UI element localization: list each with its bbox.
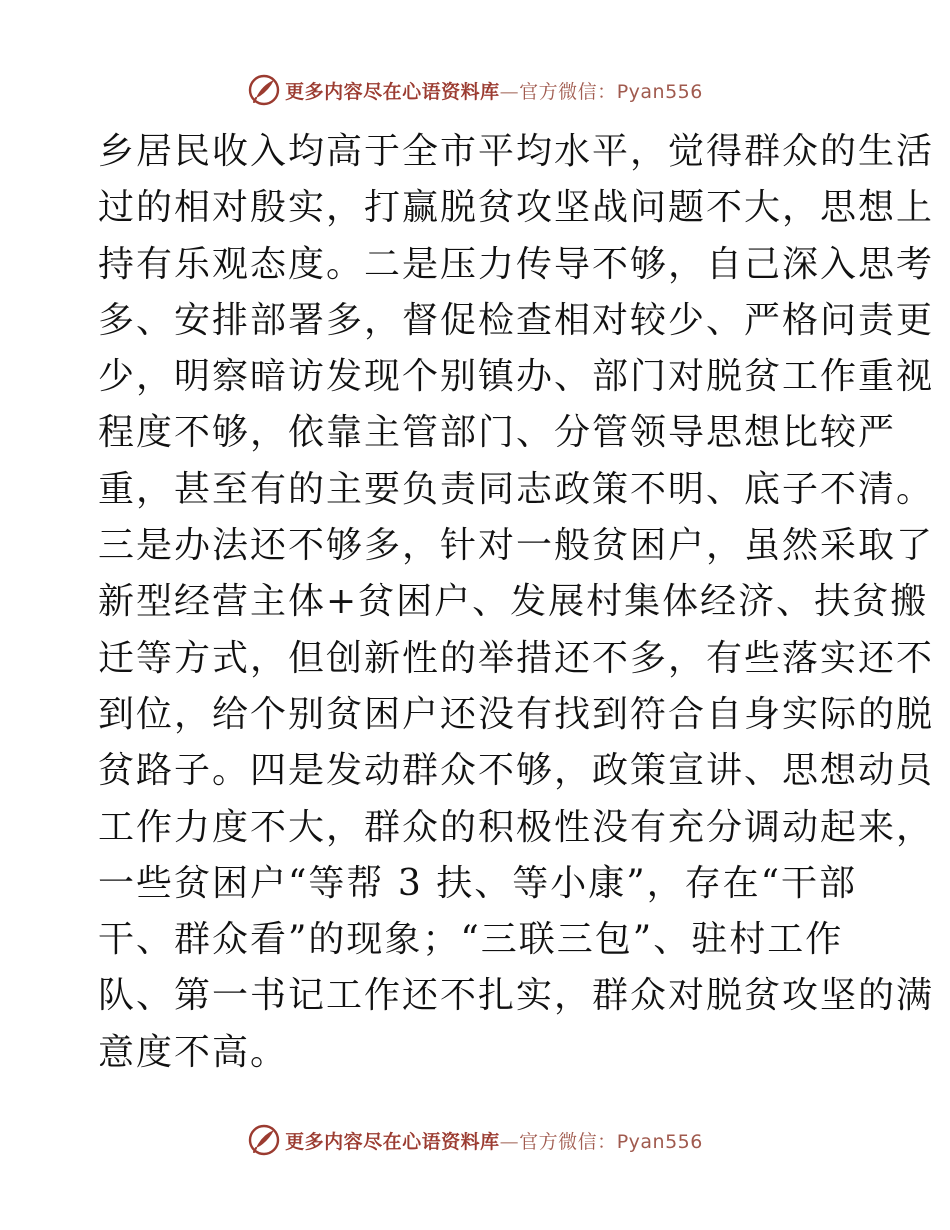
- text-line: 工作力度不大，群众的积极性没有充分调动起来，: [98, 806, 935, 848]
- text-line: 到位，给个别贫困户还没有找到符合自身实际的脱: [98, 693, 935, 735]
- text-line: 程度不够，依靠主管部门、分管领导思想比较严: [98, 412, 897, 454]
- header-banner: [0, 70, 950, 110]
- text-line: 新型经营主体+贫困户、发展村集体经济、扶贫搬: [98, 581, 929, 623]
- quill-pen-logo-icon: [247, 73, 281, 107]
- text-line: 队、第一书记工作还不扎实，群众对脱贫攻坚的满: [98, 975, 935, 1017]
- banner-separator: —: [499, 1130, 520, 1153]
- text-line: 意度不高。: [98, 1031, 289, 1073]
- banner-brand-text: 更多内容尽在心语资料库: [285, 80, 500, 103]
- text-line: 过的相对殷实，打赢脱贫攻坚战问题不大，思想上: [98, 187, 935, 229]
- banner-wechat-label: 官方微信：: [519, 1130, 617, 1153]
- text-line: 多、安排部署多，督促检查相对较少、严格问责更: [98, 299, 935, 341]
- text-line: 干、群众看”的现象；“三联三包”、驻村工作: [98, 919, 844, 961]
- text-line: 乡居民收入均高于全市平均水平，觉得群众的生活: [98, 131, 935, 172]
- document-body: [98, 124, 935, 1081]
- text-line: 少，明察暗访发现个别镇办、部门对脱贫工作重视: [98, 356, 935, 398]
- footer-banner: [0, 1120, 950, 1160]
- banner-wechat-id: Pyan556: [616, 1130, 703, 1153]
- text-line: 三是办法还不够多，针对一般贫困户，虽然采取了: [98, 525, 935, 567]
- text-line: 一些贫困户“等帮 3 扶、等小康”，存在“干部: [98, 862, 858, 904]
- banner-brand-text: 更多内容尽在心语资料库: [285, 1130, 500, 1153]
- text-line: 重，甚至有的主要负责同志政策不明、底子不清。: [98, 468, 935, 510]
- banner-wechat-label: 官方微信：: [519, 80, 617, 103]
- quill-pen-logo-icon: [247, 1123, 281, 1157]
- text-line: 迁等方式，但创新性的举措还不多，有些落实还不: [98, 637, 935, 679]
- banner-wechat-id: Pyan556: [616, 80, 703, 103]
- text-line: 贫路子。四是发动群众不够，政策宣讲、思想动员: [98, 750, 935, 792]
- text-line: 持有乐观态度。二是压力传导不够，自己深入思考: [98, 243, 935, 285]
- banner-separator: —: [499, 80, 520, 103]
